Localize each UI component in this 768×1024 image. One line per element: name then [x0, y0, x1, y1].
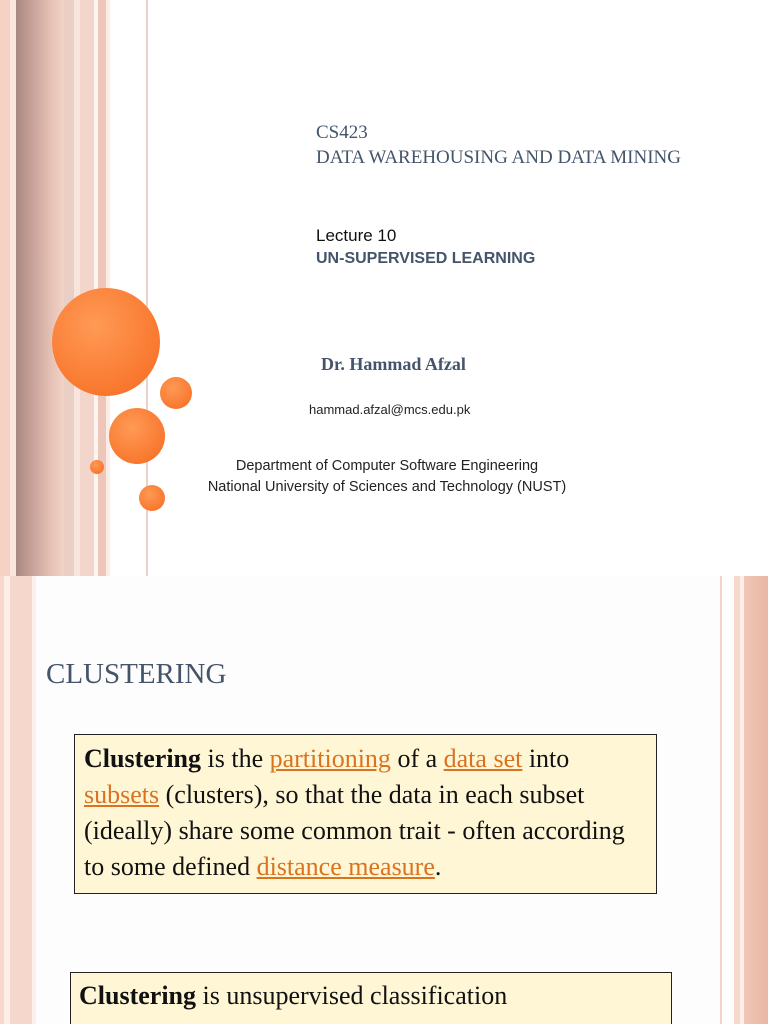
decor-stripe [720, 576, 722, 1024]
note-term: Clustering [79, 981, 196, 1010]
definition-text: is the [201, 744, 270, 773]
slide-title: CLUSTERING [46, 658, 227, 690]
distance-measure-link[interactable]: distance measure [256, 852, 435, 881]
decor-stripe [16, 0, 64, 576]
university-name: National University of Sciences and Technology (NUST) [207, 479, 567, 495]
clustering-slide [0, 576, 768, 1024]
definition-text: into [522, 744, 570, 773]
definition-text: of a [390, 744, 444, 773]
decor-stripe [10, 576, 32, 1024]
definition-text: . [434, 852, 442, 881]
decor-stripe [744, 576, 768, 1024]
note-text: is unsupervised classification [196, 981, 508, 1010]
definition-text: (clusters), so that the data in each subset (ideally) share some common trait - often according to some defined [84, 780, 625, 881]
decor-stripe [0, 0, 10, 576]
author-email: hammad.afzal@mcs.edu.pk [309, 402, 471, 417]
decor-circle-tiny [90, 460, 104, 474]
course-code: CS423 [316, 122, 368, 143]
subsets-link[interactable]: subsets [84, 780, 160, 809]
decor-stripe [80, 0, 94, 576]
definition-box [74, 734, 657, 894]
decor-stripe [32, 576, 36, 1024]
data-set-link[interactable]: data set [443, 744, 523, 773]
affiliation [176, 456, 598, 498]
department-name: Department of Computer Software Engineering [235, 458, 539, 474]
note-box [70, 972, 672, 1024]
lecture-topic: UN-SUPERVISED LEARNING [316, 250, 536, 267]
definition-term: Clustering [84, 744, 201, 773]
course-heading [316, 120, 736, 170]
partitioning-link[interactable]: partitioning [269, 744, 391, 773]
decor-circle-small [160, 377, 192, 409]
course-title: DATA WAREHOUSING AND DATA MINING [316, 147, 681, 168]
author-name: Dr. Hammad Afzal [321, 354, 466, 374]
decor-stripe [64, 0, 74, 576]
lecture-number: Lecture 10 [316, 226, 397, 245]
decor-circle-small [139, 485, 165, 511]
decor-circle-large [52, 288, 160, 396]
decor-circle-medium [109, 408, 165, 464]
